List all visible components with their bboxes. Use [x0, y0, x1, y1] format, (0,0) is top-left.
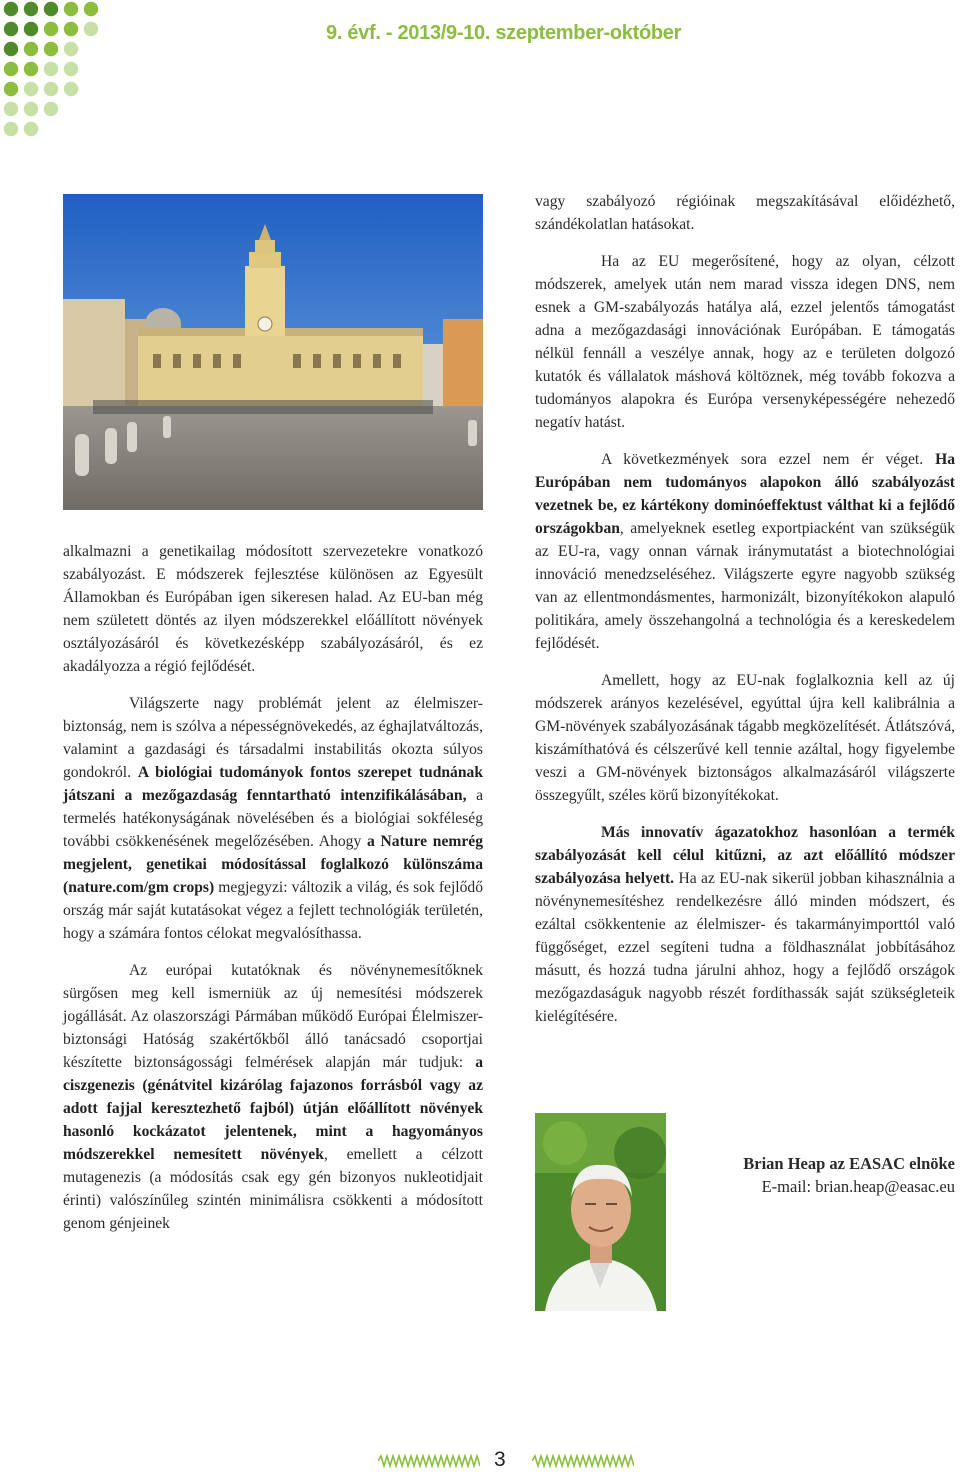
ornament-dot	[64, 42, 78, 56]
ornament-dot	[4, 62, 18, 76]
ornament-dot	[64, 22, 78, 36]
ornament-dot	[24, 42, 38, 56]
author-portrait	[535, 1113, 666, 1311]
left-paragraph-1: alkalmazni a genetikailag módosított szervezetekre vonatkozó szabályozást. E módszerek fejlesztése különösen az Egyesült Államokban és Európában igen sikeresen halad. Az EU-ban még nem született döntés az ilyen módszerekkel előállított növények osztályozásáról és következésképp szabályozásáról, és ez akadályozza a régió fejlődését.	[63, 543, 483, 675]
left-paragraph-2: Világszerte nagy problémát jelent az élelmiszer-biztonság, nem is szólva a népességnövekedés, az éghajlatváltozás, valamint a gazdasági és társadalmi instabilitás okozta súlyos gondokról. A biológiai tudományok fontos szerepet tudnának játszani a mezőgazdaság fenntartható intenzifikálásában, a termelés hatékonyságának növelésében és a biológiai sokféleség további csökkenésének megelőzésében. Ahogy a Nature nemrég megjelent, genetikai módosítással foglalkozó különszáma (nature.com/gm crops) megjegyzi: változik a világ, és sok fejlődő ország már saját kutatásokat végez a fejlett technológiák területén, hogy a számára fontos célokat megvalósíthassa.	[63, 695, 483, 942]
left-paragraph-3: Az európai kutatóknak és növénynemesítőknek sürgősen meg kell ismerniük az új nemesítési módszerek jogállását. Az olaszországi Pármában működő Európai Élelmiszer-biztonsági Hatóság szakértőkből álló tanácsadó csoportjai készítette biztonságossági felmérések alapján már tudjuk: a ciszgenezis (génátvitel kizárólag fajazonos forrásból vagy az adott fajjal keresztezhető fajból) útján előállított növények hasonló kockázatot jelentenek, mint a hagyományos módszerekkel nemesített növények, emellett a célzott mutagenezis (a módosítás csak egy gén bizonyos nukleotidjait érinti) valószínűleg szintén minimálisra csökkenti a módosított genom génjeinek	[63, 962, 484, 1232]
ornament-dot	[44, 22, 58, 36]
ornament-dot	[4, 22, 18, 36]
ornament-dot	[44, 102, 58, 116]
ornament-dot	[64, 62, 78, 76]
ornament-dot	[44, 82, 58, 96]
right-paragraph-1: vagy szabályozó régióinak megszakításával előidézhető, szándékolatlan hatásokat.	[535, 193, 955, 233]
right-paragraph-3: A következmények sora ezzel nem ér véget. Ha Európában nem tudományos alapokon álló szabályozást vezetnek be, ez kártékony dominóeffektust válthat ki a fejlődő országokban, amelyeknek esetleg exportpiacként van szükségük az EU-ra, vagy onnan várnak iránymutatást a biotechnológiai innováció menedzseléséhez. Világszerte egyre nagyobb szükség van az ellentmondásmentes, harmonizált, bizonyítékokon alapuló politikára, amely összehangolná a technológia és a kereskedelem fejlődését.	[535, 451, 955, 652]
footer-ornament-right	[532, 1454, 634, 1468]
ornament-dot	[44, 62, 58, 76]
dotted-corner-ornament	[0, 0, 140, 160]
ornament-dot	[4, 2, 18, 16]
ornament-dot	[84, 22, 98, 36]
ornament-dot	[64, 82, 78, 96]
right-column	[535, 190, 955, 1028]
ornament-dot	[44, 42, 58, 56]
right-paragraph-5: Más innovatív ágazatokhoz hasonlóan a termék szabályozását kell célul kitűzni, az azt előállító módszer szabályozása helyett. Ha az EU-nak sikerül jobban kihasználnia a növénynemesítéshez rendelkezésre álló minden módszert, és ezáltal csökkentenie az élelmiszer- és takarmányimporttól való függőséget, ezzel segíteni tudna a földhasználat jobbításához másutt, és hozzá tudna járulni ahhoz, hogy a fejlődő országok mezőgazdaságuk nagyobb részét fordíthassák saját szükségleteik kielégítésére.	[535, 824, 955, 1025]
ornament-dot	[24, 2, 38, 16]
ornament-dot	[24, 82, 38, 96]
ornament-dot	[24, 62, 38, 76]
footer-ornament-left	[378, 1454, 480, 1468]
page-number: 3	[494, 1448, 506, 1471]
ornament-dot	[4, 82, 18, 96]
ornament-dot	[64, 2, 78, 16]
right-paragraph-2: Ha az EU megerősítené, hogy az olyan, célzott módszerek, amelyek után nem marad vissza idegen DNS, nem esnek a GM-szabályozás hatálya alá, ezzel jelentős támogatást adna a mezőgazdasági innovációnak Európában. E támogatás nélkül fennáll a veszélye annak, hogy az e területen dolgozó kutatók és vállalatok máshová költöznek, még tovább fokozva a tudományos alapokra és Európa versenyképességére nehezedő negatív hatást.	[535, 253, 955, 431]
ornament-dot	[24, 22, 38, 36]
ornament-dot	[4, 122, 18, 136]
signature-block	[680, 1152, 955, 1198]
ornament-dot	[4, 102, 18, 116]
ornament-dot	[84, 2, 98, 16]
author-name: Brian Heap az EASAC elnöke	[743, 1154, 955, 1173]
ornament-dot	[4, 42, 18, 56]
right-paragraph-4: Amellett, hogy az EU-nak foglalkoznia kell az új módszerek arányos kezelésével, egyúttal újra kell kalibrálnia a GM-növények szabályozásának tágabb megközelítését. Átlátszóvá, kiszámíthatóvá és célszerűvé kell tennie azáltal, hogy figyelembe veszi a GM-növények biztonságos alkalmazásáról világszerte összegyűlt, széles körű bizonyítékokat.	[535, 672, 956, 804]
left-column	[63, 540, 483, 1235]
town-square-photo	[63, 194, 483, 510]
ornament-dot	[44, 2, 58, 16]
issue-header: 9. évf. - 2013/9-10. szeptember-október	[326, 22, 682, 44]
author-email: E-mail: brian.heap@easac.eu	[761, 1177, 955, 1196]
ornament-dot	[24, 102, 38, 116]
ornament-dot	[24, 122, 38, 136]
